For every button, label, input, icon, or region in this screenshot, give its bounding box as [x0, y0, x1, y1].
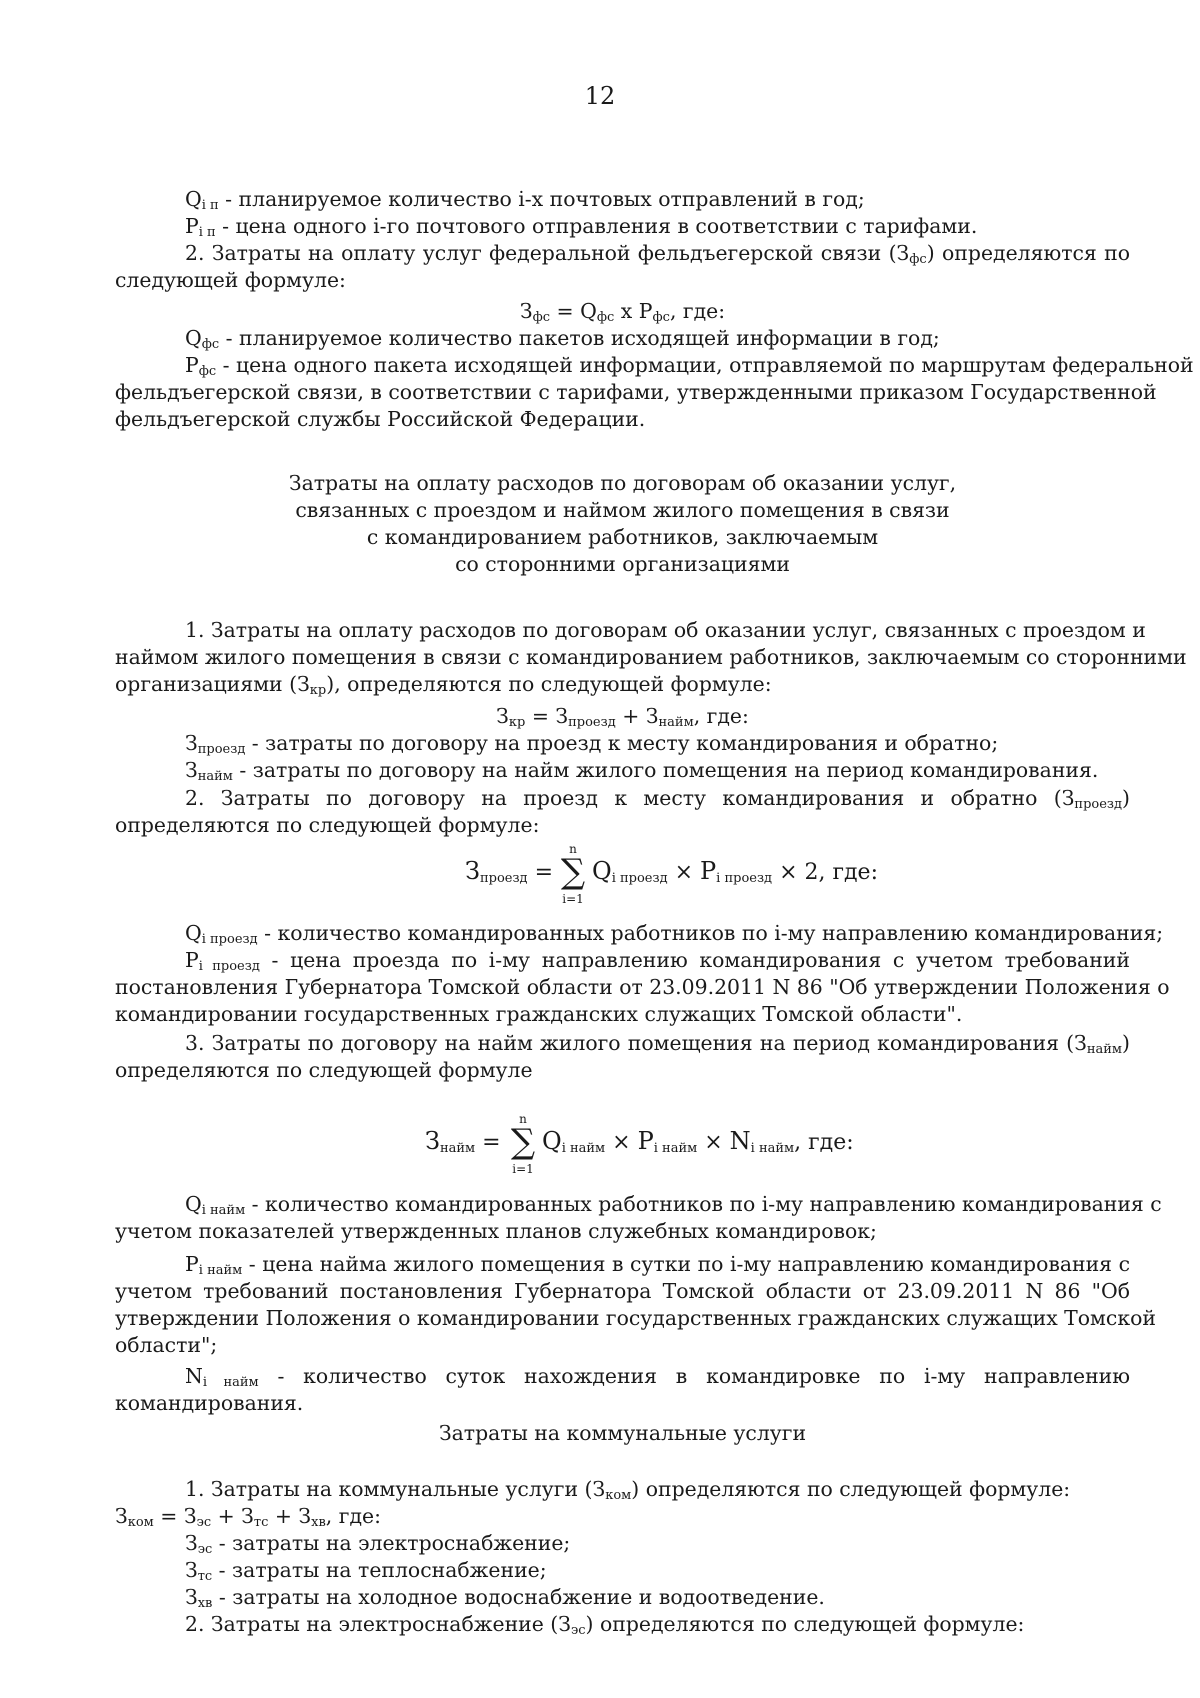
section-heading: со сторонними организациями — [455, 552, 790, 576]
text-line: командировании государственных гражданских служащих Томской области". — [115, 1002, 963, 1026]
text-line: следующей формуле: — [115, 268, 346, 292]
text-line: области"; — [115, 1333, 218, 1357]
text-line: 3. Затраты по договору на найм жилого помещения на период командирования $(З_{найм})$ — [185, 1031, 1130, 1057]
text-line: фельдъегерской связи, в соответствии с тарифами, утвержденными приказом Государственной — [115, 380, 1157, 404]
text-line: командирования. — [115, 1391, 304, 1415]
text-line: 2. Затраты на электроснабжение $(З_{эс})$ определяются по следующей формуле: — [185, 1612, 1025, 1638]
text-line: $З_{проезд}$ - затраты по договору на проезд к месту командирования и обратно; — [185, 731, 999, 757]
text-line: 2. Затраты на оплату услуг федеральной фельдъегерской связи $(З_{фс})$ определяются по — [185, 241, 1130, 267]
sum-icon: ∑ — [560, 852, 586, 892]
text-line: 1. Затраты на оплату расходов по договорам об оказании услуг, связанных с проездом и — [185, 618, 1146, 642]
page-number: 12 — [584, 82, 616, 110]
text-line: $P_{фс}$ - цена одного пакета исходящей информации, отправляемой по маршрутам федеральной — [185, 353, 1194, 379]
text-line: $P_{i проезд}$ - цена проезда по i-му направлению командирования с учетом требований — [185, 948, 1130, 974]
text-line: $З_{хв}$ - затраты на холодное водоснабжение и водоотведение. — [185, 1585, 825, 1611]
text-line: определяются по следующей формуле: — [115, 813, 540, 837]
text-line: $Q_{i найм}$ - количество командированных работников по i-му направлению командирования с — [185, 1192, 1162, 1218]
text-line: утверждении Положения о командировании государственных гражданских служащих Томской — [115, 1306, 1156, 1330]
text-line: организациями $(З_{кр})$, определяются по следующей формуле: — [115, 672, 772, 698]
text-line: $З_{тс}$ - затраты на теплоснабжение; — [185, 1558, 547, 1584]
text-line: $P_{i п}$ - цена одного i-го почтового отправления в соответствии с тарифами. — [185, 214, 978, 240]
text-line: $N_{i найм}$ - количество суток нахождения в командировке по i-му направлению — [185, 1364, 1131, 1390]
text-line: фельдъегерской службы Российской Федерации. — [115, 407, 646, 431]
text-line: 2. Затраты по договору на проезд к месту командирования и обратно $(З_{проезд})$ — [185, 786, 1130, 812]
text-line: учетом требований постановления Губернатора Томской области от 23.09.2011 N 86 "Об — [115, 1279, 1130, 1303]
text-line: постановления Губернатора Томской области от 23.09.2011 N 86 "Об утверждении Положения о — [115, 975, 1170, 999]
section-heading: Затраты на оплату расходов по договорам об оказании услуг, — [288, 471, 957, 495]
formula-zfs: $З_{фс} = Q_{фс}$ x $P_{фс}$, где: — [519, 299, 726, 325]
text-line: $P_{i найм}$ - цена найма жилого помещения в сутки по i-му направлению командирования с — [185, 1252, 1130, 1278]
text-line: 1. Затраты на коммунальные услуги $(З_{ком})$ определяются по следующей формуле: — [185, 1477, 1071, 1503]
text-line: $Q_{фс}$ - планируемое количество пакетов исходящей информации в год; — [185, 326, 940, 352]
text-line: $Q_{i п}$ - планируемое количество i-х почтовых отправлений в год; — [185, 187, 865, 213]
text-line: $Q_{i проезд}$ - количество командированных работников по i-му направлению командирования; — [185, 921, 1164, 947]
document-page: 12 $Q_{i п}$ - планируемое количество i-х почтовых отправлений в год; $P_{i п}$ - цена одного i-го почтового отправления в соответствии с тарифами. 2. Затраты на оплату услуг федеральной фельдъегерской связи $(З_{фс})$ определяются по следующей формуле: $З_{фс} = Q_{фс}$ x $P_{фс}$, где: $Q_{фс}$ - планируемое количество пакетов исходящей информации в год; $P_{фс}$ - цена одного пакета исходящей информации, отправляемой по маршрутам федеральной фельдъегерской связи, в соответствии с тарифами, утвержденными приказом Государственной фельдъегерской службы Российской Федерации. Затраты на оплату расходов по договорам об оказании услуг, связанных с проездом и наймом жилого помещения в связи с командированием работников, заключаемым со сторонними организациями 1. Затраты на оплату расходов по договорам об оказании услуг, связанных с проездом и наймом жилого помещения в связи с командированием работников, заключаемым со сторонними организациями $(З_{кр})$, определяются по следующей формуле: $З_{кр} = З_{проезд} + З_{найм}$, где: $З_{проезд}$ - затраты по договору на проезд к месту командирования и обратно; $З_{найм}$ - затраты по договору на найм жилого помещения на период командирования. 2. Затраты по договору на проезд к месту командирования и обратно $(З_{проезд})$ определяются по следующей формуле: $З_{проезд}$ = n ∑ i=1 $Q_{i проезд} \times P_{i проезд} \times 2$, где: $Q_{i проезд}$ - количество командированных работников по i-му направлению командирования; $P_{i проезд}$ - цена проезда по i-му направлению командирования с учетом требований постановления Губернатора Томской области от 23.09.2011 N 86 "Об утверждении Положения о командировании государственных гражданских служащих Томской области". 3. Затраты по договору на найм жилого помещения на период командирования $(З_{найм})$ определяются по следующей формуле $З_{найм}$ = n ∑ i=1 $Q_{i найм} \times P_{i найм} \times N_{i найм}$, где: $Q_{i найм}$ - количество командированных работников по i-му направлению командирования с учетом показателей утвержденных планов служебных командировок; $P_{i найм}$ - цена найма жилого помещения в сутки по i-му направлению командирования с учетом требований постановления Губернатора Томской области от 23.09.2011 N 86 "Об утверждении Положения о командировании государственных гражданских служащих Томской области"; $N_{i найм}$ - количество суток нахождения в командировке по i-му направлению командирования. Затраты на коммунальные услуги 1. Затраты на коммунальные услуги $(З_{ком})$ определяются по следующей формуле: $З_{ком} = З_{эс} + З_{тс} + З_{хв}$, где: $З_{эс}$ - затраты на электроснабжение; $З_{тс}$ - затраты на теплоснабжение; $З_{хв}$ - затраты на холодное водоснабжение и водоотведение. 2. Затраты на электроснабжение $(З_{эс})$ определяются по следующей формуле: — [0, 0, 1200, 1698]
section-heading: с командированием работников, заключаемым — [366, 525, 879, 549]
text-line: $З_{эс}$ - затраты на электроснабжение; — [185, 1531, 571, 1557]
formula-zkom: $З_{ком} = З_{эс} + З_{тс} + З_{хв}$, где: — [115, 1504, 381, 1530]
text-line: учетом показателей утвержденных планов служебных командировок; — [115, 1219, 877, 1243]
section-heading: связанных с проездом и наймом жилого помещения в связи — [295, 498, 950, 522]
text-line: наймом жилого помещения в связи с командированием работников, заключаемым со сторонними — [115, 645, 1187, 669]
text-line: $З_{найм}$ - затраты по договору на найм жилого помещения на период командирования. — [185, 758, 1099, 784]
formula-zkr: $З_{кр} = З_{проезд} + З_{найм}$, где: — [496, 704, 749, 730]
sum-icon: ∑ — [510, 1122, 536, 1162]
section-heading: Затраты на коммунальные услуги — [438, 1421, 807, 1445]
text-line: определяются по следующей формуле — [115, 1058, 533, 1082]
